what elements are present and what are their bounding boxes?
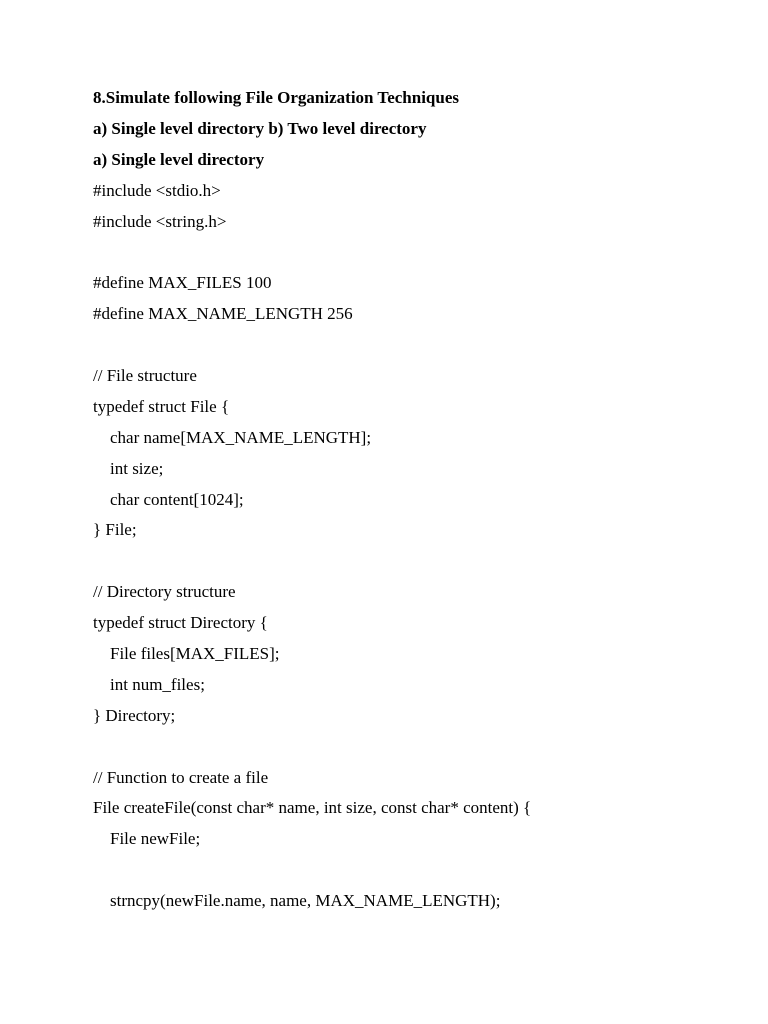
document-title: 8.Simulate following File Organization Techniques — [93, 88, 460, 107]
code-line: File files[MAX_FILES]; — [93, 644, 280, 664]
code-line: typedef struct File { — [93, 396, 230, 416]
code-line: // Directory structure — [93, 582, 236, 602]
document-subtitle: a) Single level directory b) Two level directory — [93, 118, 427, 138]
code-line: strncpy(newFile.name, name, MAX_NAME_LENGTH); — [93, 891, 501, 911]
code-line: // File structure — [93, 366, 197, 386]
code-block — [93, 177, 733, 918]
code-line: #define MAX_NAME_LENGTH 256 — [93, 304, 353, 324]
code-line: int num_files; — [93, 674, 205, 694]
code-line: } File; — [93, 520, 137, 540]
code-line: // Function to create a file — [93, 767, 269, 787]
code-line: File createFile(const char* name, int size, const char* content) { — [93, 798, 532, 818]
code-line: char content[1024]; — [93, 489, 244, 509]
code-line — [93, 733, 733, 764]
code-line: typedef struct Directory { — [93, 613, 268, 633]
code-line: File newFile; — [93, 829, 201, 849]
code-line: #define MAX_FILES 100 — [93, 273, 272, 293]
code-line: int size; — [93, 458, 164, 478]
code-line — [93, 547, 733, 578]
code-line: #include <string.h> — [93, 211, 227, 231]
document-content — [93, 84, 733, 918]
code-line: #include <stdio.h> — [93, 180, 221, 200]
code-line: } Directory; — [93, 705, 176, 725]
code-line: char name[MAX_NAME_LENGTH]; — [93, 427, 372, 447]
code-line — [93, 856, 733, 887]
code-line — [93, 238, 733, 269]
section-heading: a) Single level directory — [93, 149, 265, 169]
code-line — [93, 331, 733, 362]
